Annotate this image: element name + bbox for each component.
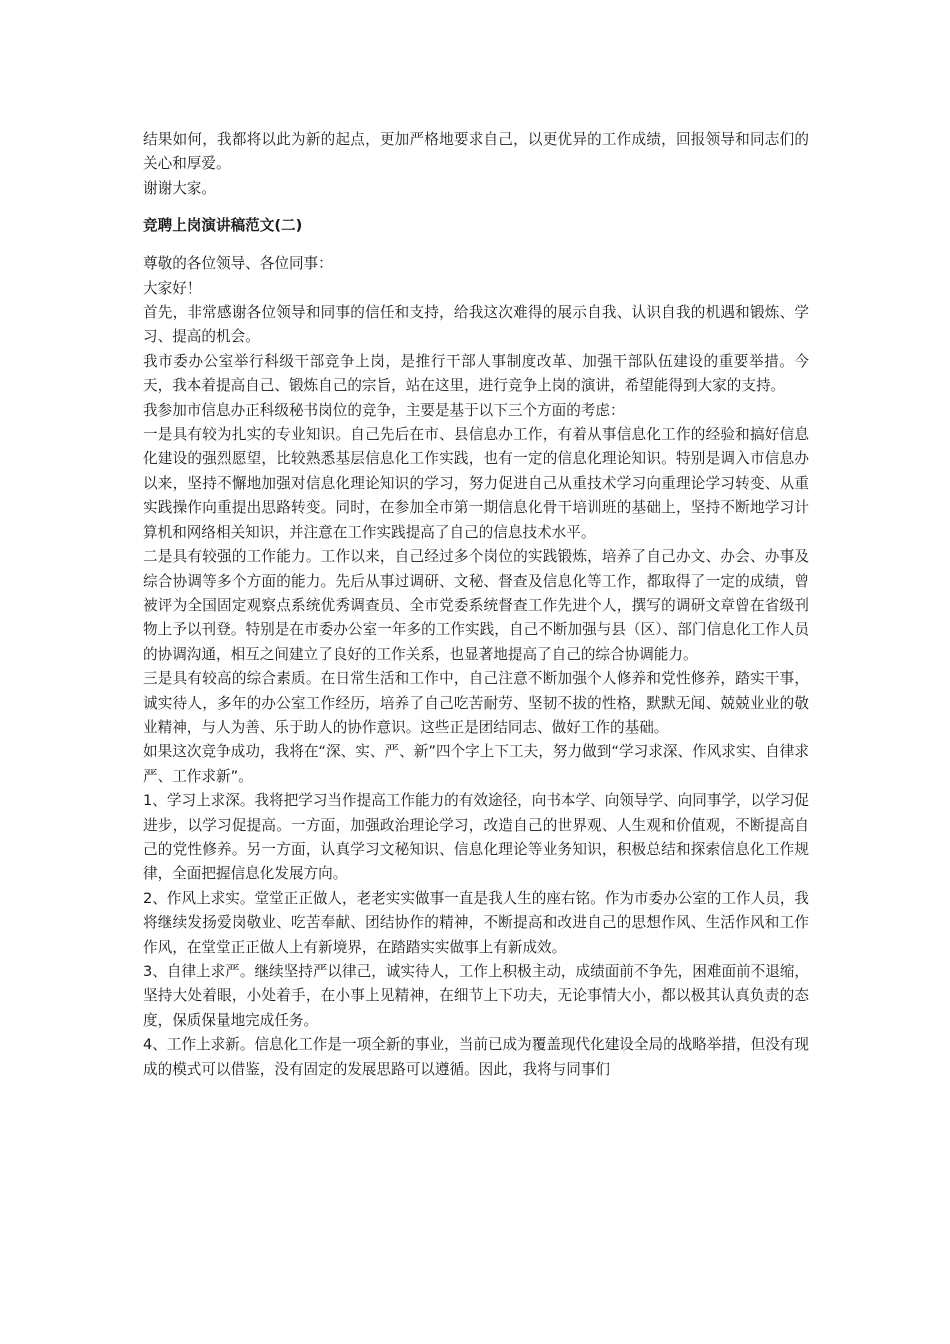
body-paragraph: 二是具有较强的工作能力。工作以来，自己经过多个岗位的实践锻炼，培养了自己办文、办会、办事及综合协调等多个方面的能力。先后从事过调研、文秘、督查及信息化等工作，都取得了一定的成绩，曾被评为全国固定观察点系统优秀调查员、全市党委系统督查工作先进个人，撰写的调研文章曾在省级刊物上予以刊登。特别是在市委办公室一年多的工作实践，自己不断加强与县（区）、部门信息化工作人员的协调沟通，相互之间建立了良好的工作关系，也显著地提高了自己的综合协调能力。: [143, 548, 809, 663]
body-paragraph: 我市委办公室举行科级干部竞争上岗，是推行干部人事制度改革、加强干部队伍建设的重要举措。今天，我本着提高自己、锻炼自己的宗旨，站在这里，进行竞争上岗的演讲，希望能得到大家的支持。: [143, 352, 809, 395]
thanks-line: 谢谢大家。: [143, 179, 216, 197]
section-title: 竞聘上岗演讲稿范文(二): [143, 217, 303, 235]
body-paragraph: 一是具有较为扎实的专业知识。自己先后在市、县信息办工作，有着从事信息化工作的经验和搞好信息化建设的强烈愿望，比较熟悉基层信息化工作实践，也有一定的信息化理论知识。特别是调入市信息办以来，坚持不懈地加强对信息化理论知识的学习，努力促进自己从重技术学习向重理论学习转变、从重实践操作向重提出思路转变。同时，在参加全市第一期信息化骨干培训班的基础上，坚持不断地学习计算机和网络相关知识，并注意在工作实践提高了自己的信息技术水平。: [143, 426, 809, 541]
salutation: 尊敬的各位领导、各位同事：: [143, 255, 333, 273]
intro-paragraph: 结果如何，我都将以此为新的起点，更加严格地要求自己，以更优异的工作成绩，回报领导和同志们的关心和厚爱。: [143, 131, 809, 173]
document-page: [143, 128, 809, 1082]
body-paragraph: 如果这次竞争成功，我将在“深、实、严、新”四个字上下工夫，努力做到“学习求深、作风求实、自律求严、工作求新”。: [143, 743, 809, 785]
list-item: 1、学习上求深。我将把学习当作提高工作能力的有效途径，向书本学、向领导学、向同事学，以学习促进步，以学习促提高。一方面，加强政治理论学习，改造自己的世界观、人生观和价值观，不断提高自己的党性修养。另一方面，认真学习文秘知识、信息化理论等业务知识，积极总结和探索信息化工作规律，全面把握信息化发展方向。: [143, 792, 810, 883]
list-item: 3、自律上求严。继续坚持严以律己，诚实待人，工作上积极主动，成绩面前不争先，困难面前不退缩，坚持大处着眼，小处着手，在小事上见精神，在细节上下功夫，无论事情大小，都以极其认真负责的态度，保质保量地完成任务。: [143, 963, 810, 1029]
body-paragraph: 首先，非常感谢各位领导和同事的信任和支持，给我这次难得的展示自我、认识自我的机遇和锻炼、学习、提高的机会。: [143, 304, 809, 346]
body-paragraph: 我参加市信息办正科级秘书岗位的竞争，主要是基于以下三个方面的考虑：: [143, 401, 625, 419]
list-item: 2、作风上求实。堂堂正正做人，老老实实做事一直是我人生的座右铭。作为市委办公室的工作人员，我将继续发扬爱岗敬业、吃苦奉献、团结协作的精神，不断提高和改进自己的思想作风、生活作风和工作作风，在堂堂正正做人上有新境界，在踏踏实实做事上有新成效。: [143, 889, 810, 956]
greeting: 大家好！: [143, 279, 202, 297]
body-paragraph: 三是具有较高的综合素质。在日常生活和工作中，自己注意不断加强个人修养和党性修养，踏实干事，诚实待人，多年的办公室工作经历，培养了自己吃苦耐劳、坚韧不拔的性格，默默无闻、兢兢业业的敬业精神，与人为善、乐于助人的协作意识。这些正是团结同志、做好工作的基础。: [143, 670, 809, 736]
list-item: 4、工作上求新。信息化工作是一项全新的事业，当前已成为覆盖现代化建设全局的战略举措，但没有现成的模式可以借鉴，没有固定的发展思路可以遵循。因此，我将与同事们: [143, 1036, 810, 1078]
